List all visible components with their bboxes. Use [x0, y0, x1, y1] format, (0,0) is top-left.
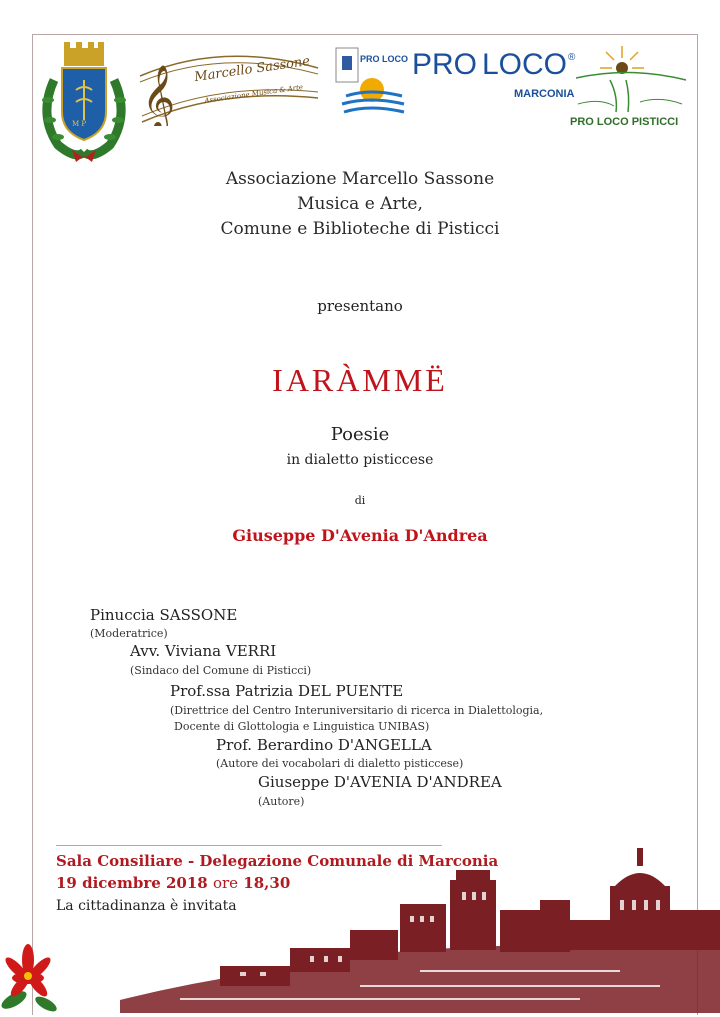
book-genre: Poesie: [330, 424, 390, 445]
proloco-pisticci-text: PRO LOCO PISTICCI: [570, 116, 679, 128]
proloco-small-logo: [332, 44, 408, 116]
svg-text:𝄞: 𝄞: [142, 65, 176, 126]
event-invite: La cittadinanza è invitata: [56, 898, 237, 914]
speaker-4-role: (Autore dei vocabolari di dialetto pisticcese): [216, 757, 464, 770]
speaker-1-name: Pinuccia SASSONE: [90, 606, 238, 624]
proloco-word-pro: PRO: [412, 48, 478, 81]
organizer-line-3: Comune e Biblioteche di Pisticci: [220, 219, 500, 239]
comune-crest-logo: [36, 40, 132, 165]
proloco-marconia-logo: [412, 48, 582, 108]
proloco-small-text: PRO LOCO: [360, 54, 409, 64]
marcello-name: Marcello Sassone: [193, 53, 311, 86]
crest-letters: M P: [72, 120, 87, 128]
speaker-2-name: Avv. Viviana VERRI: [130, 642, 277, 660]
marcello-sassone-logo: [132, 46, 322, 126]
speaker-3-name: Prof.ssa Patrizia DEL PUENTE: [170, 682, 404, 700]
book-subtitle: in dialetto pisticcese: [286, 452, 434, 468]
event-ore: ore: [212, 874, 239, 892]
proloco-pisticci-logo: [570, 44, 690, 134]
proloco-marconia: MARCONIA: [514, 88, 575, 100]
speaker-3-role-2: Docente di Glottologia e Linguistica UNIBAS): [174, 720, 430, 733]
by-text: di: [354, 494, 366, 507]
event-venue: Sala Consiliare - Delegazione Comunale di Marconia: [56, 852, 499, 870]
town-sketch-illustration: [120, 840, 720, 1013]
speaker-1-role: (Moderatrice): [90, 627, 168, 640]
speaker-3-role: (Direttrice del Centro Interuniversitario di ricerca in Dialettologia,: [170, 704, 544, 717]
presentano-text: presentano: [317, 297, 403, 315]
book-title: IARÀMMË: [272, 362, 448, 398]
book-author: Giuseppe D'Avenia D'Andrea: [232, 526, 488, 545]
organizer-line-1: Associazione Marcello Sassone: [225, 169, 495, 189]
speaker-2-role: (Sindaco del Comune di Pisticci): [130, 664, 312, 677]
proloco-word-loco: LOCO: [482, 48, 568, 81]
event-date: 19 dicembre 2018: [56, 874, 208, 892]
speaker-5-role: (Autore): [258, 795, 305, 808]
proloco-registered: ®: [568, 52, 576, 63]
event-time: 18,30: [243, 874, 291, 892]
speaker-5-name: Giuseppe D'AVENIA D'ANDREA: [258, 773, 502, 791]
poinsettia-decoration: [0, 938, 60, 1013]
marcello-subtitle: Associazione Musica & Arte: [203, 83, 304, 105]
speaker-4-name: Prof. Berardino D'ANGELLA: [216, 736, 432, 754]
organizer-line-2: Musica e Arte,: [297, 194, 423, 214]
